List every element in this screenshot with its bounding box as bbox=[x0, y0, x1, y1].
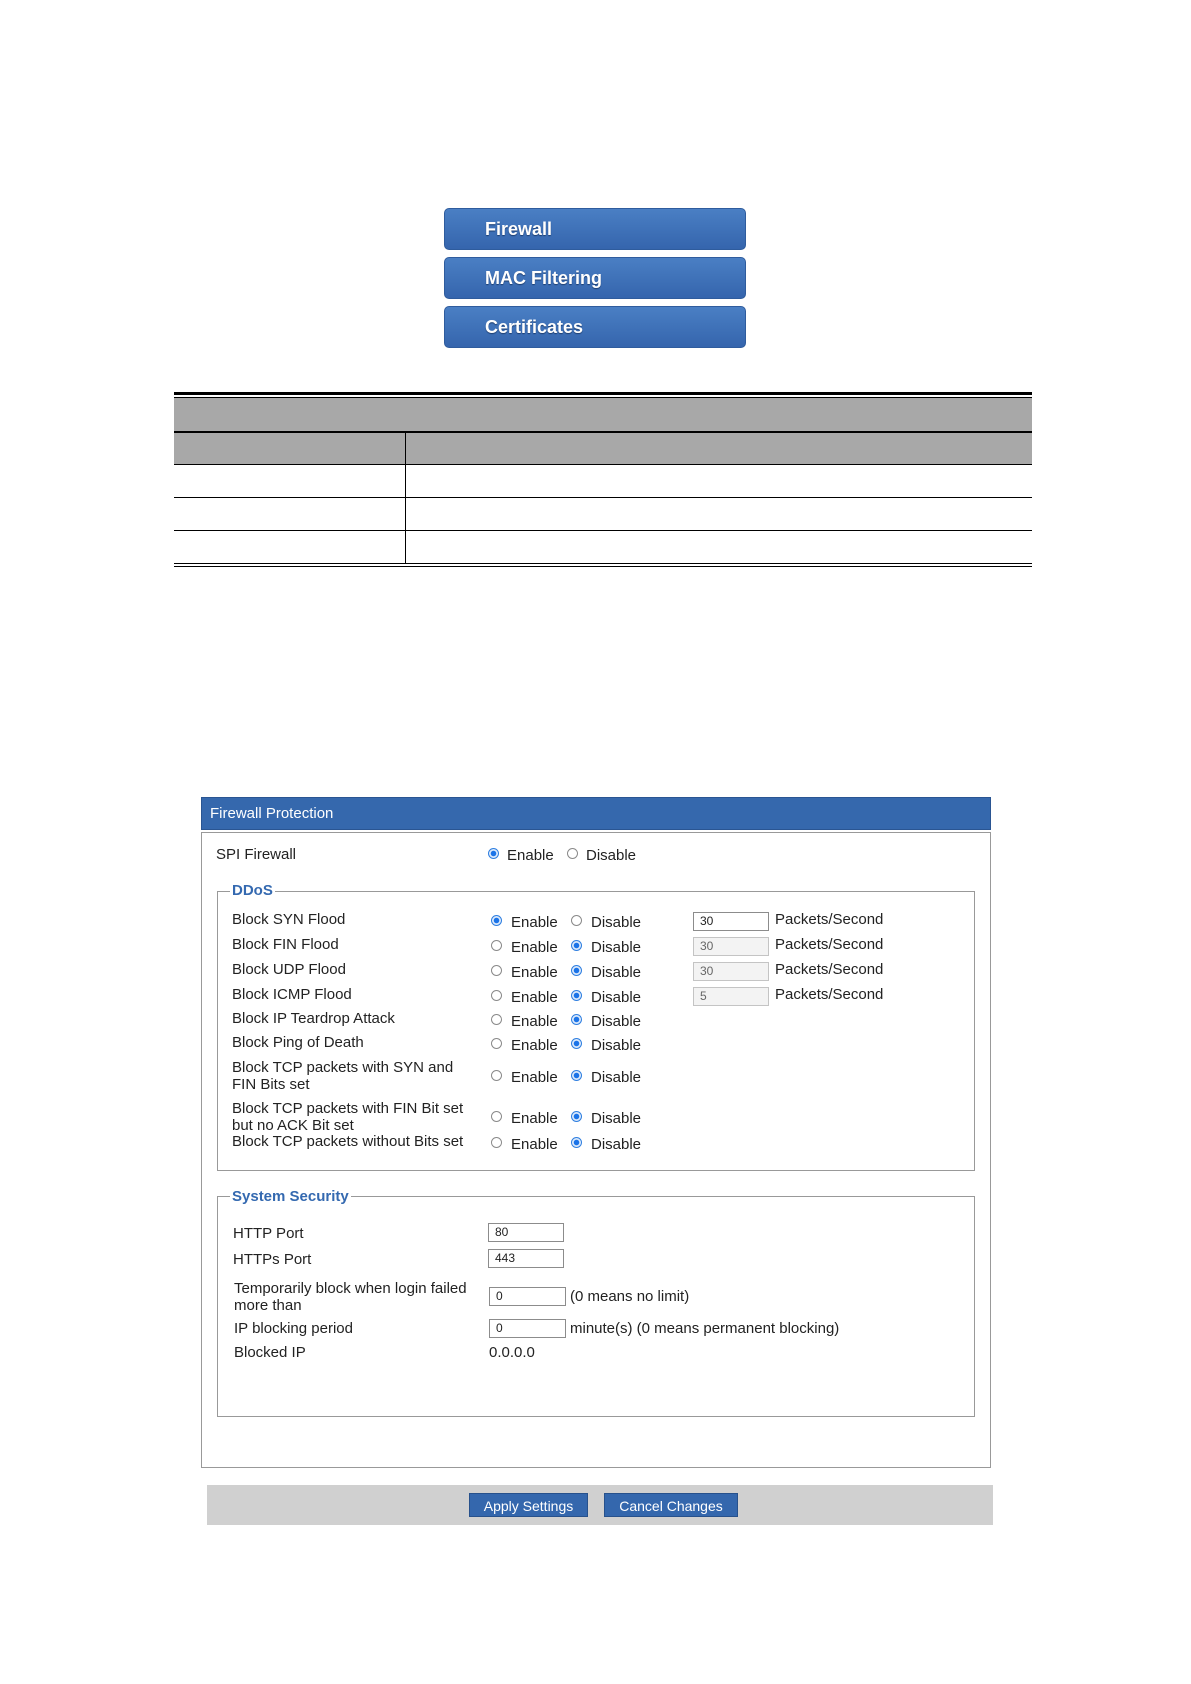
ddos-rate-input[interactable]: 5 bbox=[693, 987, 769, 1006]
ddos-disable-radio[interactable] bbox=[571, 990, 582, 1001]
ddos-disable-radio[interactable] bbox=[571, 1111, 582, 1122]
ddos-disable-label: Disable bbox=[591, 1136, 642, 1153]
spi-enable-radio[interactable] bbox=[488, 848, 499, 859]
ddos-disable-label: Disable bbox=[591, 1110, 642, 1127]
ddos-disable-radio[interactable] bbox=[571, 1070, 582, 1081]
firewall-protection-panel bbox=[201, 797, 991, 1468]
menu-item-firewall[interactable]: Firewall bbox=[444, 208, 746, 250]
panel-body bbox=[201, 832, 991, 1468]
ip-block-period-input[interactable]: 0 bbox=[489, 1319, 566, 1338]
ddos-rate-unit: Packets/Second bbox=[775, 986, 884, 1003]
table-title-bar bbox=[174, 397, 1032, 433]
spi-firewall-label: SPI Firewall bbox=[216, 846, 297, 863]
ddos-rate-input[interactable]: 30 bbox=[693, 962, 769, 981]
ddos-row-label: Block FIN Flood bbox=[232, 936, 339, 953]
ddos-rate-unit: Packets/Second bbox=[775, 911, 884, 928]
login-block-label: Temporarily block when login failed more than bbox=[234, 1280, 467, 1314]
document-table bbox=[174, 392, 1032, 567]
ip-block-period-hint: minute(s) (0 means permanent blocking) bbox=[570, 1320, 840, 1337]
ddos-row-label: Block Ping of Death bbox=[232, 1034, 364, 1051]
ddos-enable-label: Enable bbox=[511, 1013, 558, 1030]
ddos-disable-radio[interactable] bbox=[571, 1137, 582, 1148]
ddos-disable-radio[interactable] bbox=[571, 1014, 582, 1025]
ddos-row-label: Block IP Teardrop Attack bbox=[232, 1010, 395, 1027]
https-port-label: HTTPs Port bbox=[233, 1251, 312, 1268]
blocked-ip-value: 0.0.0.0 bbox=[489, 1344, 535, 1361]
ddos-disable-radio[interactable] bbox=[571, 1038, 582, 1049]
ddos-disable-radio[interactable] bbox=[571, 965, 582, 976]
http-port-input[interactable]: 80 bbox=[488, 1223, 564, 1242]
ddos-disable-label: Disable bbox=[591, 1037, 642, 1054]
ddos-disable-label: Disable bbox=[591, 989, 642, 1006]
ddos-disable-label: Disable bbox=[591, 939, 642, 956]
button-bar bbox=[207, 1485, 993, 1525]
table-top-rule bbox=[174, 392, 1032, 395]
spi-disable-label: Disable bbox=[586, 847, 637, 864]
https-port-input[interactable]: 443 bbox=[488, 1249, 564, 1268]
ddos-enable-label: Enable bbox=[511, 989, 558, 1006]
menu-item-mac-filtering[interactable]: MAC Filtering bbox=[444, 257, 746, 299]
spi-enable-label: Enable bbox=[507, 847, 554, 864]
blocked-ip-label: Blocked IP bbox=[234, 1344, 306, 1361]
ddos-rate-input[interactable]: 30 bbox=[693, 912, 769, 931]
table-row bbox=[174, 531, 1032, 564]
menu-item-certificates[interactable]: Certificates bbox=[444, 306, 746, 348]
ddos-row-label: Block SYN Flood bbox=[232, 911, 346, 928]
table-header-row bbox=[174, 433, 1032, 465]
ddos-rate-input[interactable]: 30 bbox=[693, 937, 769, 956]
ddos-disable-radio[interactable] bbox=[571, 915, 582, 926]
ddos-rate-unit: Packets/Second bbox=[775, 961, 884, 978]
ddos-enable-label: Enable bbox=[511, 914, 558, 931]
ddos-enable-radio[interactable] bbox=[491, 1070, 502, 1081]
ddos-disable-radio[interactable] bbox=[571, 940, 582, 951]
table-row bbox=[174, 498, 1032, 531]
ddos-enable-radio[interactable] bbox=[491, 965, 502, 976]
ddos-enable-radio[interactable] bbox=[491, 1038, 502, 1049]
ddos-enable-radio[interactable] bbox=[491, 940, 502, 951]
ddos-enable-radio[interactable] bbox=[491, 915, 502, 926]
ddos-disable-label: Disable bbox=[591, 1013, 642, 1030]
ip-block-period-label: IP blocking period bbox=[234, 1320, 353, 1337]
ddos-row-label: Block UDP Flood bbox=[232, 961, 346, 978]
ddos-enable-radio[interactable] bbox=[491, 990, 502, 1001]
ddos-enable-label: Enable bbox=[511, 939, 558, 956]
ddos-enable-label: Enable bbox=[511, 964, 558, 981]
ddos-enable-label: Enable bbox=[511, 1037, 558, 1054]
ddos-disable-label: Disable bbox=[591, 964, 642, 981]
ddos-enable-label: Enable bbox=[511, 1136, 558, 1153]
login-block-input[interactable]: 0 bbox=[489, 1287, 566, 1306]
ddos-disable-label: Disable bbox=[591, 914, 642, 931]
ddos-enable-label: Enable bbox=[511, 1069, 558, 1086]
login-block-hint: (0 means no limit) bbox=[570, 1288, 690, 1305]
apply-settings-button[interactable]: Apply Settings bbox=[469, 1493, 588, 1517]
ddos-rate-unit: Packets/Second bbox=[775, 936, 884, 953]
ddos-enable-radio[interactable] bbox=[491, 1111, 502, 1122]
ddos-legend: DDoS bbox=[232, 882, 273, 899]
ddos-disable-label: Disable bbox=[591, 1069, 642, 1086]
table-bottom-rule bbox=[174, 566, 1032, 567]
firewall-menu bbox=[444, 208, 746, 355]
ddos-enable-label: Enable bbox=[511, 1110, 558, 1127]
table-row bbox=[174, 465, 1032, 498]
ddos-row-label: Block TCP packets with FIN Bit set but no ACK Bit set bbox=[232, 1100, 464, 1134]
system-security-legend: System Security bbox=[232, 1188, 349, 1205]
cancel-changes-button[interactable]: Cancel Changes bbox=[604, 1493, 738, 1517]
http-port-label: HTTP Port bbox=[233, 1225, 304, 1242]
ddos-enable-radio[interactable] bbox=[491, 1137, 502, 1148]
ddos-row-label: Block TCP packets with SYN and FIN Bits set bbox=[232, 1059, 454, 1093]
ddos-row-label: Block ICMP Flood bbox=[232, 986, 352, 1003]
spi-disable-radio[interactable] bbox=[567, 848, 578, 859]
ddos-enable-radio[interactable] bbox=[491, 1014, 502, 1025]
panel-title: Firewall Protection bbox=[201, 797, 991, 830]
ddos-row-label: Block TCP packets without Bits set bbox=[232, 1133, 464, 1150]
